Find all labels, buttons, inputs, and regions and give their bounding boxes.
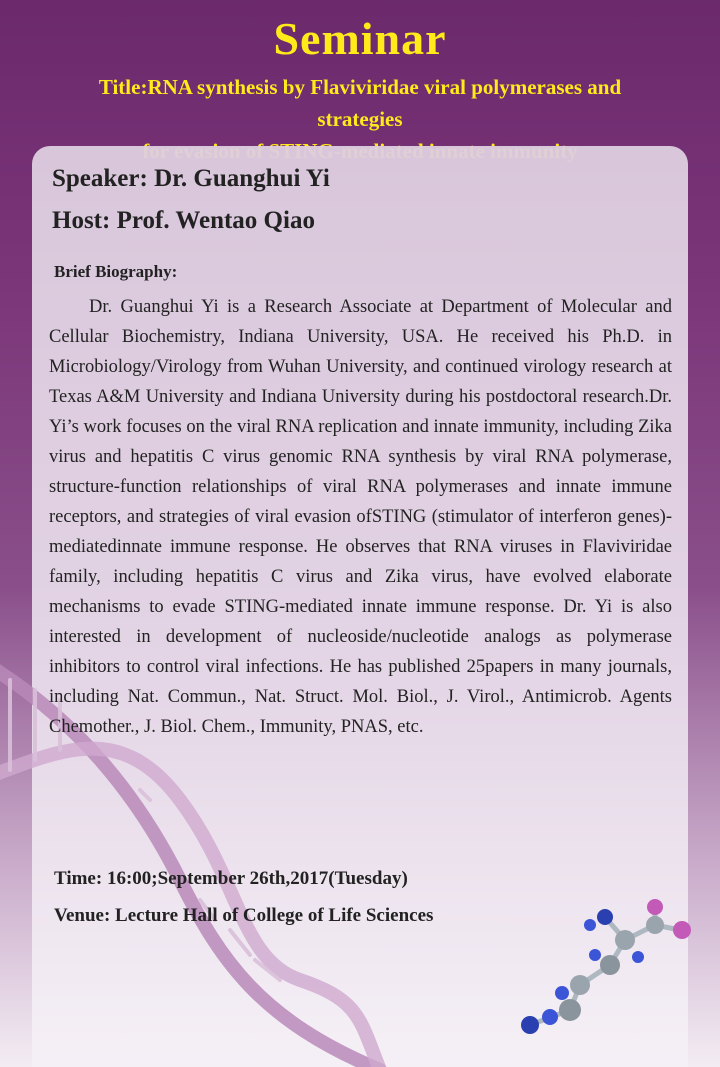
biography-label: Brief Biography: bbox=[54, 262, 178, 281]
seminar-title: Seminar bbox=[273, 13, 447, 64]
biography-text: Dr. Guanghui Yi is a Research Associate at Department of Molecular and Cellular Biochemistry, Indiana University, USA. He received his Ph.D. in Microbiology/Virology from Wuhan University, and continued virology research at Texas A&M University and Indiana University during his postdoctoral research.Dr. Yi’s work focuses on the viral RNA replication and innate immunity, including Zika virus and hepatitis C virus genomic RNA synthesis by viral RNA polymerase, structure-function relationships of viral RNA polymerases and innate immune receptors, and strategies of viral evasion ofSTING (stimulator of interferon genes)-mediatedinnate immune response. He observes that RNA viruses in Flaviviridae family, including hepatitis C virus and Zika virus, have evolved elaborate mechanisms to evade STING-mediated innate immune response. Dr. Yi is also interested in development of nucleoside/nucleotide analogs as polymerase inhibitors to control viral infections. He has published 25papers in many journals, including Nat. Commun., Nat. Struct. Mol. Biol., J. Virol., Antimicrob. Agents Chemother., J. Biol. Chem., Immunity, PNAS, etc. bbox=[49, 297, 672, 737]
speaker-line: Speaker: Dr. Guanghui Yi bbox=[52, 165, 330, 192]
host-line: Host: Prof. Wentao Qiao bbox=[52, 207, 315, 234]
molecule-model-icon bbox=[500, 895, 700, 1045]
subtitle-line-1: Title:RNA synthesis by Flaviviridae viral polymerases and strategies bbox=[98, 75, 622, 131]
event-venue: Venue: Lecture Hall of College of Life Sciences bbox=[54, 905, 434, 926]
event-time: Time: 16:00;September 26th,2017(Tuesday) bbox=[54, 868, 408, 889]
